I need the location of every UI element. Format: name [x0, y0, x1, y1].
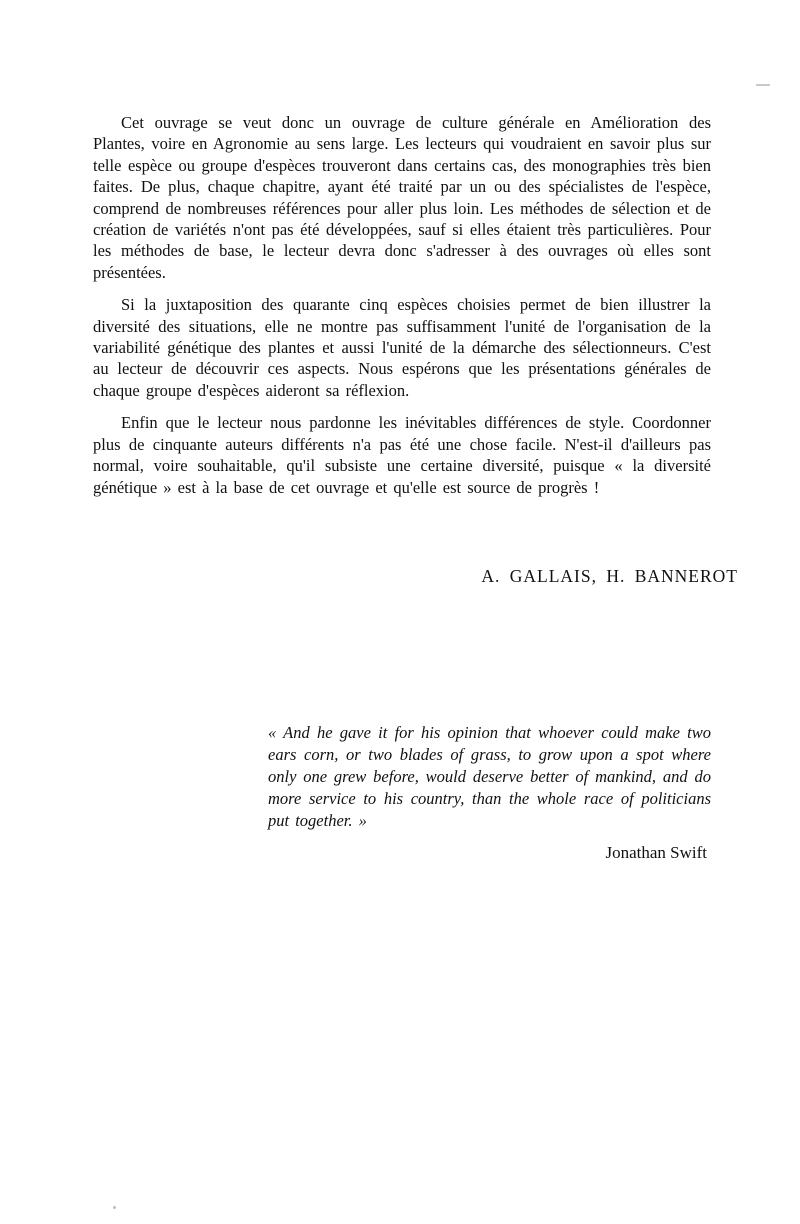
paragraph-foreword-2: Si la juxtaposition des quarante cinq espèces choisies permet de bien illustrer la diversité des situations, elle ne montre pas suffisamment l'unité de l'organisation de la variabilité génétique des plantes et aussi l'unité de la démarche des sélectionneurs. C'est au lecteur de découvrir ces aspects. Nous espérons que les présentations générales de chaque groupe d'espèces aideront sa réflexion.	[93, 295, 711, 400]
scan-artifact-bottom	[113, 1206, 116, 1209]
quote-block	[268, 722, 711, 863]
quote-text: « And he gave it for his opinion that whoever could make two ears corn, or two blades of grass, to grow upon a spot where only one grew before, would deserve better of mankind, and do more service to his country, than the whole race of politicians put together. »	[268, 723, 711, 830]
scan-artifact-top	[756, 84, 770, 86]
paragraph-foreword-1: Cet ouvrage se veut donc un ouvrage de culture générale en Amélioration des Plantes, voire en Agronomie au sens large. Les lecteurs qui voudraient en savoir plus sur telle espèce ou groupe d'espèces trouveront dans certains cas, des monographies très bien faites. De plus, chaque chapitre, ayant été traité par un ou des spécialistes de l'espèce, comprend de nombreuses références pour aller plus loin. Les méthodes de sélection et de création de variétés n'ont pas été développées, sauf si elles étaient très particulières. Pour les méthodes de base, le lecteur devra donc s'adresser à des ouvrages où elles sont présentées.	[93, 113, 711, 282]
quote-attribution: Jonathan Swift	[605, 843, 707, 862]
main-text	[93, 112, 711, 509]
authors-signature: A. GALLAIS, H. BANNEROT	[481, 566, 738, 586]
paragraph-foreword-3: Enfin que le lecteur nous pardonne les inévitables différences de style. Coordonner plus de cinquante auteurs différents n'a pas été une chose facile. N'est-il d'ailleurs pas normal, voire souhaitable, qu'il subsiste une certaine diversité, puisque « la diversité génétique » est à la base de cet ouvrage et qu'elle est source de progrès !	[93, 413, 711, 497]
